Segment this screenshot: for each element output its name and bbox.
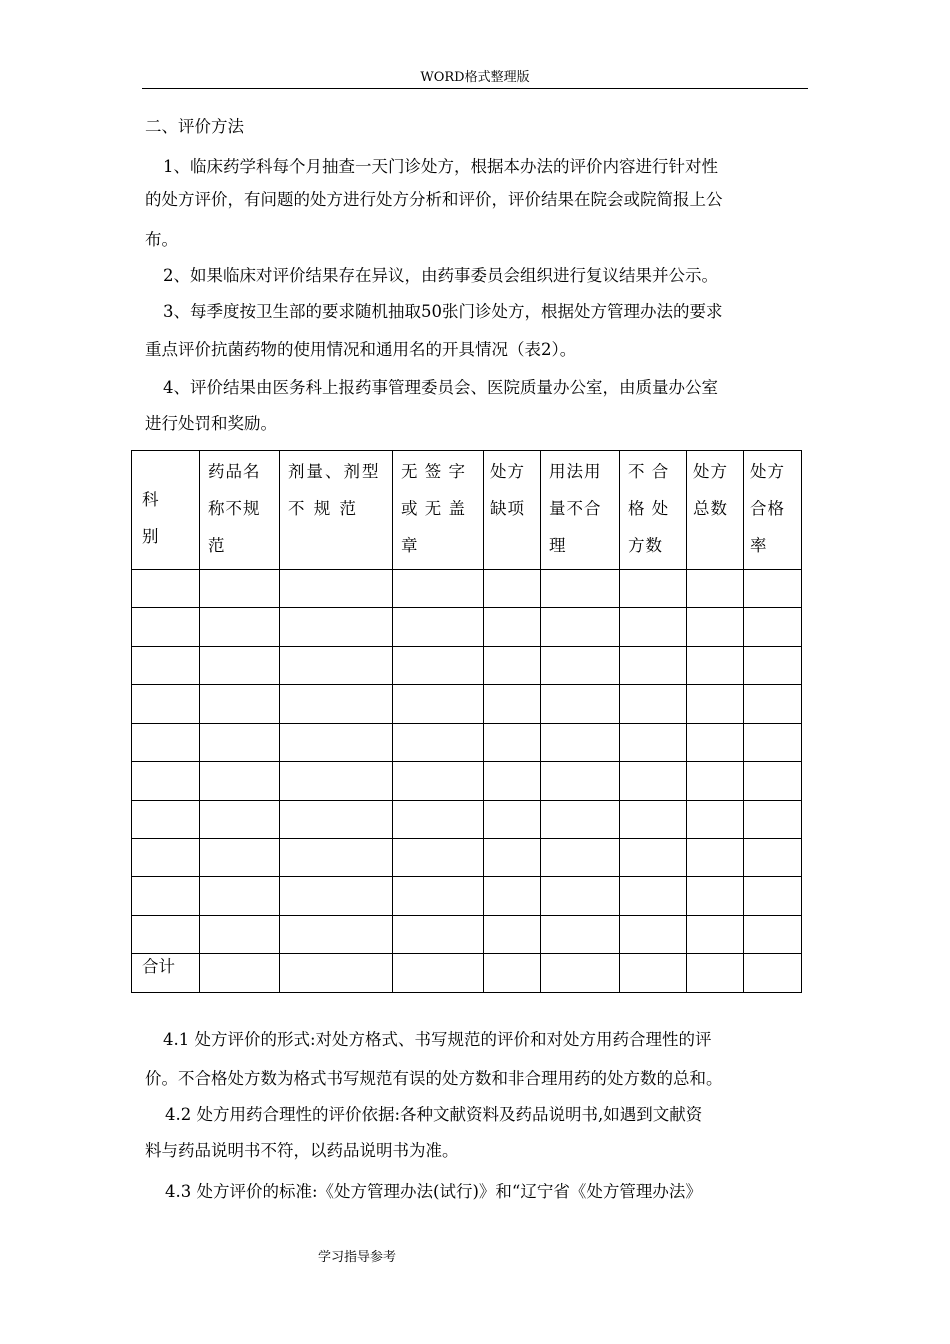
header-dept-line-2: 别	[142, 527, 159, 546]
header-unqualified: 不 合格 处方数	[620, 451, 687, 570]
header-rule	[142, 88, 808, 89]
note-4-2-line-2: 料与药品说明书不符，以药品说明书为准。	[145, 1141, 459, 1160]
paragraph-4-line-2: 进行处罚和奖励。	[145, 414, 277, 433]
table-row	[132, 608, 802, 646]
header-dept-line-1: 科	[142, 490, 159, 509]
paragraph-4-line-1: 4、评价结果由医务科上报药事管理委员会、医院质量办公室，由质量办公室	[163, 378, 718, 397]
paragraph-3-line-1: 3、每季度按卫生部的要求随机抽取50张门诊处方，根据处方管理办法的要求	[163, 302, 723, 321]
table-row	[132, 800, 802, 838]
paragraph-1-line-2: 的处方评价，有问题的处方进行处方分析和评价，评价结果在院会或院简报上公	[145, 190, 723, 209]
page-footer: 学习指导参考	[318, 1250, 397, 1265]
total-label-cell	[132, 954, 200, 993]
header-rate: 处方合格率	[744, 451, 802, 570]
table-total-row	[132, 954, 802, 993]
header-no-sign: 无 签 字或 无 盖章	[393, 451, 484, 570]
table-row	[132, 569, 802, 607]
table-row	[132, 646, 802, 684]
paragraph-2: 2、如果临床对评价结果存在异议，由药事委员会组织进行复议结果并公示。	[163, 266, 718, 285]
header-usage: 用法用量不合理	[541, 451, 620, 570]
table-row	[132, 723, 802, 761]
header-total: 处方总数	[687, 451, 744, 570]
table-row	[132, 915, 802, 953]
table-row	[132, 877, 802, 915]
header-dosage: 剂量、剂型不 规 范	[280, 451, 393, 570]
note-4-3-line-1: 4.3 处方评价的标准:《处方管理办法(试行)》和“辽宁省《处方管理办法》	[165, 1182, 702, 1201]
table-row	[132, 685, 802, 723]
total-label: 合计	[142, 957, 175, 977]
table-header-row	[132, 451, 802, 570]
note-4-2-line-1: 4.2 处方用药合理性的评价依据:各种文献资料及药品说明书,如遇到文献资	[165, 1105, 703, 1124]
header-drug-name: 药品名称不规范	[200, 451, 280, 570]
header-missing: 处方缺项	[484, 451, 541, 570]
table-row	[132, 762, 802, 800]
paragraph-1-line-1: 1、临床药学科每个月抽查一天门诊处方，根据本办法的评价内容进行针对性	[163, 157, 718, 176]
note-4-1-line-2: 价。不合格处方数为格式书写规范有误的处方数和非合理用药的处方数的总和。	[145, 1069, 723, 1088]
table-row	[132, 838, 802, 876]
paragraph-1-line-3: 布。	[145, 230, 178, 249]
page-header: WORD格式整理版	[420, 70, 530, 85]
section-heading: 二、评价方法	[145, 117, 244, 136]
evaluation-table	[131, 450, 802, 993]
paragraph-3-line-2: 重点评价抗菌药物的使用情况和通用名的开具情况（表2）。	[145, 340, 577, 359]
header-dept	[132, 451, 200, 570]
note-4-1-line-1: 4.1 处方评价的形式:对处方格式、书写规范的评价和对处方用药合理性的评	[163, 1030, 712, 1049]
